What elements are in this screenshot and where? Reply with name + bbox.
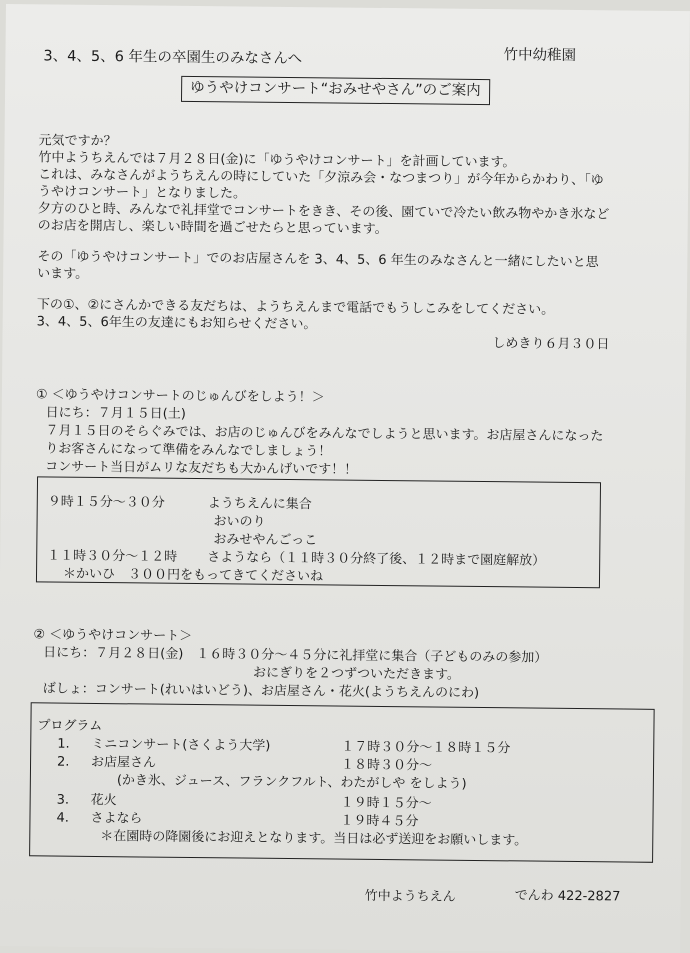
section2-date: 日にち：７月２８日(金) １６時３０分～４５分に礼拝堂に集合（子どものみの参加） xyxy=(43,645,548,666)
program-name-4: さよなら xyxy=(90,810,143,827)
program-title: プログラム xyxy=(37,718,103,735)
section1-heading: ① ＜ゆうやけコンサートのじゅんびをしよう！＞ xyxy=(35,387,325,406)
intro-line-10: 3、4、5、6年生の友達にもお知らせください。 xyxy=(36,314,317,333)
section2-date-note: おにぎりを２つずついただきます。 xyxy=(252,665,461,683)
program-name-3: 花火 xyxy=(90,792,117,809)
intro-line-8: います。 xyxy=(37,266,89,282)
school-name-header: 竹中幼稚園 xyxy=(503,47,577,64)
section1-desc-2: りお客さんになって準備をみんなでしましょう！ xyxy=(45,441,332,460)
flyer-title: ゆうやけコンサート“おみせやさん”のご案内 xyxy=(181,76,490,105)
program-time-4: １９時４５分 xyxy=(340,813,419,830)
intro-line-1: 元気ですか？ xyxy=(38,133,117,150)
shop-note: (かき氷、ジュース、フランクフルト、わたがしや をしよう) xyxy=(116,773,467,792)
schedule-item-2: おいのり xyxy=(213,514,266,530)
section1-date: 日にち：７月１５日(土) xyxy=(45,405,186,422)
intro-line-4: うやけコンサート」となりました。 xyxy=(37,184,247,202)
deadline: しめきり６月３０日 xyxy=(492,336,610,353)
footer-school-name: 竹中ようちえん xyxy=(364,888,456,905)
schedule-item-1: ようちえんに集合 xyxy=(207,496,312,513)
program-time-3: １９時１５分～ xyxy=(340,795,432,812)
section1-desc-3: コンサート当日がムリな友だちも大かんげいです！！ xyxy=(45,459,358,478)
program-num-1: 1. xyxy=(57,736,70,752)
recipients-line: 3、4、5、6 年生の卒園生のみなさんへ xyxy=(43,48,303,68)
program-num-2: 2. xyxy=(56,754,70,770)
intro-line-3: これは、みなさんがようちえんの時にしていた「夕涼み会・なつまつり」が今年からかわり、「ゆ xyxy=(38,167,604,189)
section1-desc-1: ７月１５日のそらぐみでは、お店のじゅんびをみんなでしようと思います。お店屋さんになった xyxy=(45,423,604,445)
program-name-2: お店屋さん xyxy=(90,754,157,771)
pickup-note: ＊在園時の降園後にお迎えとなります。当日は必ず送迎をお願いします。 xyxy=(100,829,528,849)
program-box xyxy=(29,702,655,863)
intro-line-9: 下の①、②にさんかできる友だちは、ようちえんまで電話でもうしこみをしてください。 xyxy=(36,297,555,318)
program-time-2: １８時３０分～ xyxy=(340,757,433,774)
intro-line-7: その「ゆうやけコンサート」でのお店屋さんを 3、4、5、6 年生のみなさんと一緒にしたいと思 xyxy=(37,249,599,271)
program-name-1: ミニコンサート(さくよう大学) xyxy=(91,736,271,754)
program-num-4: 4. xyxy=(56,810,69,826)
intro-line-6: のお店を開店し、楽しい時間を過ごせたらと思っています。 xyxy=(37,218,388,238)
schedule-item-3: おみせやんごっこ xyxy=(213,532,318,549)
program-time-1: １７時３０分～１８時１５分 xyxy=(341,739,511,757)
intro-line-5: 夕方のひと時、みんなで礼拝堂でコンサートをきき、その後、園ていで冷たい飲み物やかき氷など xyxy=(37,201,610,223)
section2-place: ばしょ：コンサート(れいはいどう)、お店屋さん・花火(ようちえんのにわ) xyxy=(42,681,480,701)
section1-schedule-box xyxy=(36,476,601,588)
footer-phone: でんわ 422-2827 xyxy=(514,888,621,905)
flyer-page xyxy=(0,4,690,953)
schedule-time-1: ９時１５分～３０分 xyxy=(47,494,165,511)
program-num-3: 3. xyxy=(56,792,70,808)
fee-note: ＊かいひ ３００円をもってきてくださいね xyxy=(62,566,324,585)
schedule-item-4: さようなら（１１時３０分終了後、１２時まで園庭解放） xyxy=(207,550,546,569)
intro-line-2: 竹中ようちえんでは７月２８日(金)に「ゆうやけコンサート」を計画しています。 xyxy=(38,150,516,171)
section2-heading: ② ＜ゆうやけコンサート＞ xyxy=(33,627,193,644)
schedule-time-2: １１時３０分～１２時 xyxy=(47,548,178,565)
